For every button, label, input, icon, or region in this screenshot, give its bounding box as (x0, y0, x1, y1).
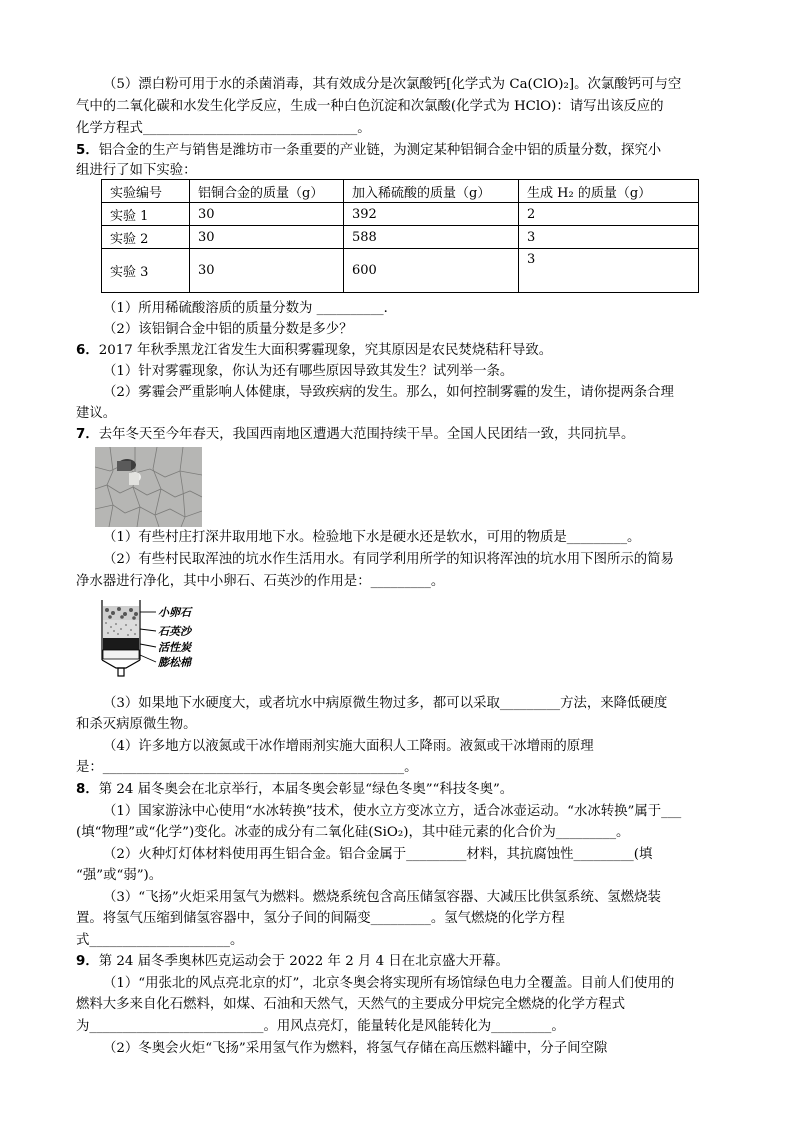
q5-sub2: （2）该铝铜合金中铝的质量分数是多少？ (103, 322, 353, 337)
experiment-table (101, 179, 699, 293)
q9-stem-text: 第 24 届冬季奥林匹克运动会于 2022 年 2 月 4 日在北京盛大开幕。 (98, 954, 509, 969)
q4-part5-line1: （5）漂白粉可用于水的杀菌消毒，其有效成分是次氯酸钙[化学式为 Ca(ClO)₂]。次氯酸钙可与空 (103, 77, 682, 92)
q4-part5-line3: 化学方程式________________________________。 (76, 121, 371, 136)
q7-sub3-line1: （3）如果地下水硬度大，或者坑水中病原微生物过多，都可以采取_________方法，来降低硬度 (103, 696, 668, 711)
q7-sub2-line1: （2）有些村民取浑浊的坑水作生活用水。有同学利用所学的知识将浑浊的坑水用下图所示的简易 (103, 552, 674, 567)
q9-number: 9． (76, 954, 99, 969)
table-cell: 实验 2 (102, 226, 190, 249)
q8-sub1-line1: （1）国家游泳中心使用“水冰转换”技术，使水立方变冰立方，适合冰壶运动。“水冰转换”属于___ (103, 804, 682, 819)
q6-sub1: （1）针对雾霾现象，你认为还有哪些原因导致其发生？试列举一条。 (103, 364, 514, 379)
table-header: 生成 H₂ 的质量（g） (519, 180, 699, 203)
q8-sub3-line1: （3）“飞扬”火炬采用氢气为燃料。燃烧系统包含高压储氢容器、大减压比供氢系统、氢燃烧装 (103, 890, 661, 905)
table-cell: 实验 1 (102, 203, 190, 226)
q8-stem-text: 第 24 届冬奥会在北京举行，本届冬奥会彰显“绿色冬奥”“科技冬奥”。 (98, 782, 514, 797)
table-cell: 实验 3 (102, 249, 190, 293)
q7-stem-text: 去年冬天至今年春天，我国西南地区遭遇大范围持续干旱。全国人民团结一致，共同抗旱。 (98, 427, 635, 442)
table-cell: 3 (519, 226, 699, 249)
table-header-row (102, 180, 699, 203)
filter-label: 活性炭 (158, 641, 191, 654)
q8-number: 8． (76, 782, 99, 797)
q9-sub1-line1: （1）“用张北的风点亮北京的灯”，北京冬奥会将实现所有场馆绿色电力全覆盖。目前人们使用的 (103, 976, 675, 991)
q8-sub3-line2: 置。将氢气压缩到储氢容器中，氢分子间的间隔变_________。氢气燃烧的化学方程 (76, 911, 565, 926)
q5-stem-line1 (76, 142, 661, 160)
q9-stem (76, 953, 509, 971)
table-row (102, 249, 699, 293)
q4-part5-line2: 气中的二氧化碳和水发生化学反应，生成一种白色沉淀和次氯酸(化学式为 HClO)：请写出该反应的 (76, 99, 664, 114)
q7-sub4-line2: 是：_____________________________________________。 (76, 760, 418, 775)
filter-label: 石英沙 (158, 625, 191, 638)
q8-sub3-line3: 式_____________________。 (76, 933, 244, 948)
q6-stem (76, 342, 552, 360)
filter-label: 膨松棉 (158, 656, 191, 669)
q5-stem-line2: 组进行了如下实验： (76, 163, 197, 178)
q9-sub2: （2）冬奥会火炬“飞扬”采用氢气作为燃料，将氢气存储在高压燃料罐中，分子间空隙 (103, 1041, 608, 1056)
q5-number: 5． (76, 143, 99, 158)
q9-sub1-line2: 燃料大多来自化石燃料，如煤、石油和天然气，天然气的主要成分甲烷完全燃烧的化学方程式 (76, 997, 626, 1012)
table-header: 加入稀硫酸的质量（g） (344, 180, 519, 203)
q6-stem-text: 2017 年秋季黑龙江省发生大面积雾霾现象，究其原因是农民焚烧秸秆导致。 (98, 343, 553, 358)
q7-number: 7． (76, 427, 99, 442)
q9-sub1-line3: 为__________________________。用风点亮灯，能量转化是风能转化为_________。 (76, 1019, 565, 1034)
table-cell: 2 (519, 203, 699, 226)
q7-sub4-line1: （4）许多地方以液氮或干冰作增雨剂实施大面积人工降雨。液氮或干冰增雨的原理 (103, 739, 594, 754)
filter-label: 小卵石 (158, 606, 191, 619)
q6-number: 6． (76, 343, 99, 358)
table-cell: 600 (344, 249, 519, 293)
drought-photo (95, 447, 202, 527)
table-cell: 3 (519, 249, 699, 293)
q8-sub1-line2: (填“物理”或“化学”)变化。冰壶的成分有二氧化硅(SiO₂)，其中硅元素的化合价为_________。 (76, 825, 630, 840)
q7-sub2-line2: 净水器进行净化，其中小卵石、石英沙的作用是：_________。 (76, 574, 445, 589)
table-row (102, 226, 699, 249)
q5-stem-text: 铝合金的生产与销售是潍坊市一条重要的产业链，为测定某种铝铜合金中铝的质量分数，探究小 (98, 143, 662, 158)
table-cell: 30 (190, 249, 344, 293)
q8-stem (76, 781, 513, 799)
water-filter-diagram (96, 598, 226, 680)
q7-sub1: （1）有些村庄打深井取用地下水。检验地下水是硬水还是软水，可用的物质是_________。 (103, 530, 641, 545)
q7-sub3-line2: 和杀灭病原微生物。 (76, 717, 197, 732)
table-cell: 30 (190, 226, 344, 249)
table-header: 铝铜合金的质量（g） (190, 180, 344, 203)
q8-sub2-line2: “强”或“弱”)。 (76, 868, 163, 883)
q8-sub2-line1: （2）火种灯灯体材料使用再生铝合金。铝合金属于_________材料，其抗腐蚀性_________(填 (103, 847, 653, 862)
table-cell: 588 (344, 226, 519, 249)
table-header: 实验编号 (102, 180, 190, 203)
table-cell: 392 (344, 203, 519, 226)
q5-sub1: （1）所用稀硫酸溶质的质量分数为 __________． (103, 301, 397, 316)
q6-sub2-line1: （2）雾霾会严重影响人体健康，导致疾病的发生。那么，如何控制雾霾的发生，请你提两条合理 (103, 385, 674, 400)
table-cell: 30 (190, 203, 344, 226)
q7-stem (76, 426, 634, 444)
table-row (102, 203, 699, 226)
q6-sub2-line2: 建议。 (76, 406, 117, 421)
